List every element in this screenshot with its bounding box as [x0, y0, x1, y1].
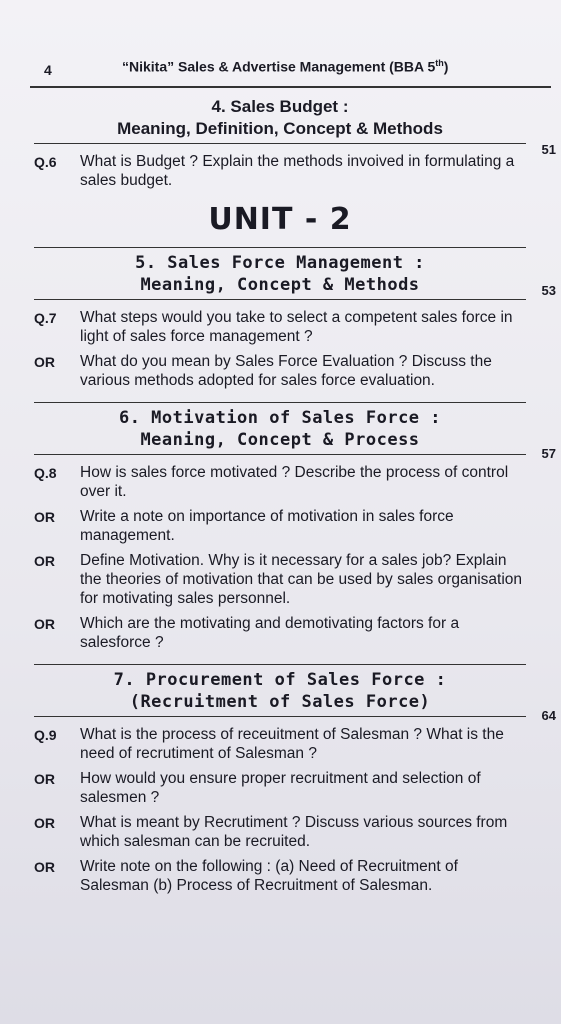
page-reference: 64 [541, 708, 556, 723]
question-tag: Q.9 [34, 727, 57, 743]
section-sales-budget [34, 92, 556, 190]
question-item [34, 725, 526, 763]
question-item [34, 813, 526, 851]
section-title-line1: 5. Sales Force Management : [135, 253, 425, 273]
question-item [34, 463, 526, 501]
section-procurement [34, 664, 556, 895]
question-text: What is meant by Recrutiment ? Discuss various sources from which salesman can be recruited. [80, 814, 508, 850]
section-heading [34, 247, 526, 300]
unit-heading: UNIT - 2 [208, 202, 352, 237]
question-item [34, 857, 526, 895]
question-item [34, 152, 526, 190]
question-item [34, 551, 526, 608]
page-reference: 53 [541, 283, 556, 298]
question-text: How would you ensure proper recruitment and selection of salesmen ? [80, 770, 481, 806]
section-title-line1: 4. Sales Budget : [211, 97, 349, 116]
question-tag: OR [34, 815, 55, 831]
question-item [34, 308, 526, 346]
page-number: 4 [44, 62, 52, 78]
question-item [34, 352, 526, 390]
page-reference: 51 [541, 142, 556, 157]
section-heading [34, 664, 526, 717]
question-tag: Q.8 [34, 465, 57, 481]
question-text: Which are the motivating and demotivating factors for a salesforce ? [80, 615, 460, 651]
question-text: What steps would you take to select a competent sales force in light of sales force management ? [80, 309, 513, 345]
question-tag: OR [34, 616, 55, 632]
question-tag: OR [34, 354, 55, 370]
question-text: What do you mean by Sales Force Evaluation ? Discuss the various methods adopted for sales force evaluation. [80, 353, 492, 389]
question-text: Write a note on importance of motivation in sales force management. [80, 508, 454, 544]
section-motivation [34, 402, 556, 652]
question-text: Define Motivation. Why is it necessary for a sales job? Explain the theories of motivation that can be used by sales organisation for motivating sales personnel. [80, 552, 523, 607]
contents-list [34, 92, 556, 895]
running-title: “Nikita” Sales & Advertise Management (BBA 5th) [122, 58, 449, 75]
section-title-line1: 6. Motivation of Sales Force : [118, 408, 442, 428]
section-sales-force-management [34, 247, 556, 390]
section-title-line2: Meaning, Definition, Concept & Methods [117, 119, 443, 138]
question-tag: OR [34, 859, 55, 875]
question-tag: OR [34, 771, 55, 787]
question-text: Write note on the following : (a) Need of Recruitment of Salesman (b) Process of Recruitment of Salesman. [80, 858, 458, 894]
question-text: What is Budget ? Explain the methods invoived in formulating a sales budget. [80, 153, 515, 189]
question-item [34, 769, 526, 807]
section-title-line1: 7. Procurement of Sales Force : [113, 670, 447, 690]
question-tag: OR [34, 509, 55, 525]
page-header [40, 56, 531, 82]
section-heading [34, 402, 526, 455]
question-tag: Q.7 [34, 310, 57, 326]
section-title-line2: Meaning, Concept & Methods [140, 275, 420, 295]
question-text: How is sales force motivated ? Describe the process of control over it. [80, 464, 509, 500]
question-text: What is the process of receuitment of Salesman ? What is the need of recrutiment of Salesman ? [80, 726, 504, 762]
question-item [34, 614, 526, 652]
question-tag: Q.6 [34, 154, 57, 170]
question-tag: OR [34, 553, 55, 569]
question-item [34, 507, 526, 545]
page-reference: 57 [541, 446, 556, 461]
section-title-line2: Meaning, Concept & Process [140, 430, 420, 450]
section-title-line2: (Recruitment of Sales Force) [129, 692, 431, 712]
section-heading [34, 92, 526, 144]
header-rule [30, 86, 551, 88]
